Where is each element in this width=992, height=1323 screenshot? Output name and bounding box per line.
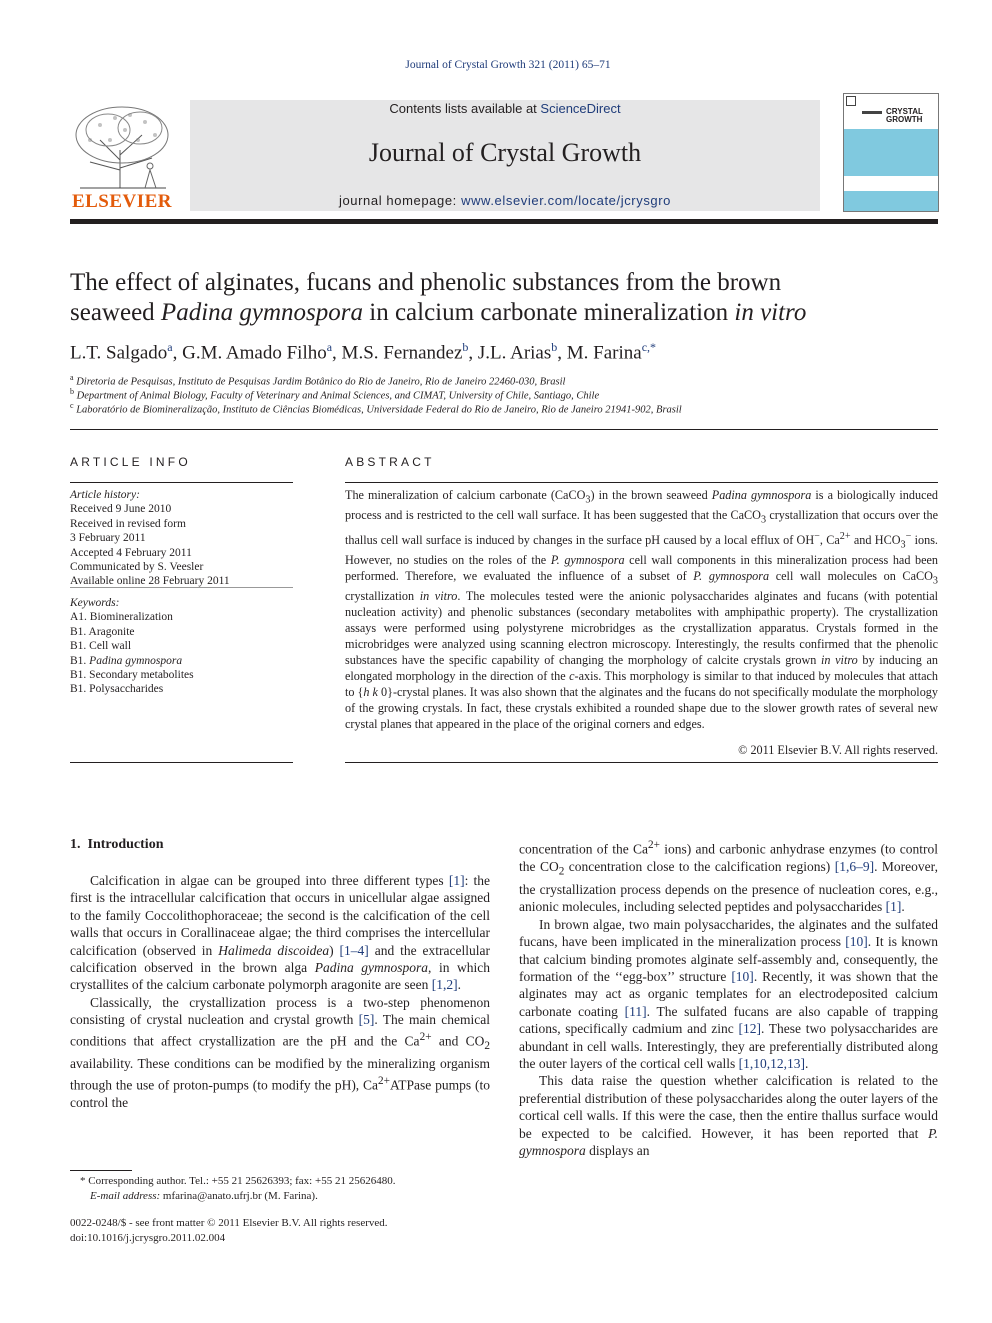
contents-line <box>190 101 820 116</box>
divider <box>70 482 293 483</box>
divider <box>70 429 938 430</box>
journal-name: Journal of Crystal Growth <box>368 138 642 167</box>
homepage-line <box>190 193 820 208</box>
cover-band-bottom <box>844 191 938 211</box>
author[interactable]: M. Farina <box>566 342 642 364</box>
paragraph: In brown algae, two main polysaccharides, the alginates and the sulfated fucans, have been implicated in the mineralization process [10]. It is known that calcium binding promotes alginate self-assembly and, consequently, the formation of the ‘‘egg-box’’ structure [10]. Recently, it was shown that the alginates may act as organic templates for an electrodeposited calcium carbonate coating [11]. The sulfated fucans are also capable of trapping cations, specifically cadmium and zinc [12]. These two polysaccharides are abundant in cell walls. Interestingly, they are preferentially distributed along the outer layers of the cortical cell walls [1,10,12,13]. <box>519 916 939 1072</box>
footnote-rule <box>70 1170 132 1171</box>
paragraph: Calcification in algae can be grouped into three different types [1]: the first is the intracellular calcification that occurs in unicellular algae assigned to the family Coccolithophoraceae; the second is the calcification of the cell walls that occurs in Corallinaceae algae; the third comprises the intercellular calcification (observed in Halimeda discoidea) [1–4] and the extracellular calcification observed in the brown alga Padina gymnospora, in which crystallites of the calcium carbonate polymorph aragonite are seen [1,2]. <box>70 873 490 993</box>
article-history: Article history: Received 9 June 2010 Received in revised form 3 February 2011 Accepted 4 February 2011 Communicated by S. Veesler Available online 28 February 2011 <box>70 489 230 588</box>
abstract-heading: ABSTRACT <box>345 455 435 469</box>
divider <box>70 587 293 588</box>
journal-cover-thumbnail <box>843 93 939 212</box>
email-link[interactable]: mfarina@anato.ufrj.br (M. Farina). <box>160 1190 318 1202</box>
abstract-text: The mineralization of calcium carbonate (CaCO$_3$) in the brown seaweed Padina gymnospora is a biologically induced process and is restricted to the cell wall surface. It has been suggested that the CaCO$_3$ crystallization that occurs over the thallus cell wall surface is induced by changes in the surface pH caused by a local efflux of OH−, $Ca^{2+}$ and $HCO_3^-$ ions. However, no studies on the roles of the P. gymnospora cell wall components in this mineralization process had been performed. Therefore, we evaluated the influence of a subset of P. gymnospora cell wall molecules on CaCO$_3$ crystallization in vitro. The molecules tested were the anionic polysaccharides alginates and fucans (with potential nucleation activity) and phenolic substances (secondary metabolites with amphipathic property). The crystallization assays were performed using polystyrene microbridges as the crystallization apparatus. Crystals formed in the microbridges were analyzed using scanning electron microscopy. Interestingly, the results confirmed that the phenolic substances have the specific capability of changing the morphology of calcite crystals grown in vitro by inducing an elongated morphology in the direction of the c-axis. This morphology is similar to that induced by molecules that attach to {h k 0}-crystal planes. It was also shown that the alginates and the fucans do not specifically modulate the morphology of the growing crystals. In fact, these crystals exhibited a rounded shape due to the slower growth rates of several new crystal planes that appeared in the place of the original corners and edges. <box>345 488 939 731</box>
cover-emblem-icon <box>846 96 856 106</box>
author[interactable]: M.S. Fernandez <box>341 342 463 364</box>
article-info-heading: ARTICLE INFO <box>70 455 191 469</box>
divider <box>345 762 938 763</box>
paragraph: Classically, the crystallization process is a two-step phenomenon consisting of crystal nucleation and crystal growth [5]. The main chemical conditions that affect crystallization are the pH and the $Ca^{2+}$ and $CO_2$ availability. These conditions can be modified by the mineralizing organism through the use of proton-pumps (to modify the pH), $Ca^{2+}ATPase$ pumps (to control the <box>70 994 491 1110</box>
divider <box>70 762 293 763</box>
cover-band <box>844 129 938 176</box>
author[interactable]: J.L. Arias <box>477 342 552 364</box>
keywords: Keywords: A1. Biomineralization B1. Aragonite B1. Cell wall B1. Padina gymnospora B1. Secondary metabolites B1. Polysaccharides <box>70 596 293 697</box>
homepage-link[interactable]: www.elsevier.com/locate/jcrysgro <box>461 193 672 208</box>
publisher-wordmark: ELSEVIER <box>71 191 173 212</box>
cover-title: CRYSTAL GROWTH <box>886 107 923 124</box>
paragraph: This data raise the question whether calcification is related to the preferential distribution of these polysaccharides along the outer layers of the cortical cell walls. If this were the case, then the entire thallus surface would be expected to be calcified. However, it has been reported that P. gymnospora displays an <box>519 1073 938 1159</box>
keyword: B1. Aragonite <box>70 625 135 638</box>
divider <box>345 482 938 483</box>
paragraph: concentration of the $Ca^{2+}$ ions) and carbonic anhydrase enzymes (to control the $CO_2$ concentration close to the calcification regions) [1,6–9]. Moreover, the crystallization process depends on the presence of nucleation cores, e.g., anionic molecules, including selected peptides and polysaccharides [1]. <box>519 839 938 915</box>
section-heading-introduction: 1. Introduction <box>70 837 164 852</box>
keyword: B1. Secondary metabolites <box>70 669 194 682</box>
front-matter: 0022-0248/$ - see front matter © 2011 Elsevier B.V. All rights reserved. doi:10.1016/j.jcrysgro.2011.02.004 <box>70 1216 490 1246</box>
author[interactable]: L.T. Salgado <box>70 342 168 364</box>
cover-small-text <box>862 111 882 114</box>
author[interactable]: G.M. Amado Filho <box>182 342 327 364</box>
body-column-left <box>70 872 490 1111</box>
article-title: The effect of alginates, fucans and phenolic substances from the brown seaweed Padina gymnospora in calcium carbonate mineralization in vitro <box>70 269 807 326</box>
keyword: B1. Padina gymnospora <box>70 654 183 667</box>
abstract-copyright: © 2011 Elsevier B.V. All rights reserved. <box>738 743 938 757</box>
keyword: B1. Polysaccharides <box>70 683 164 696</box>
doi-link[interactable]: doi:10.1016/j.jcrysgro.2011.02.004 <box>70 1232 226 1244</box>
affiliation: $^b$ Department of Animal Biology, Faculty of Veterinary and Animal Sciences, and CIMAT, University of Chile, Santiago, Chile <box>70 387 600 402</box>
affiliation: $^a$ Diretoria de Pesquisas, Instituto de Pesquisas Jardim Botânico do Rio de Janeiro, Rio de Janeiro 22460-030, Brasil <box>70 373 566 388</box>
author-list: L.T. Salgado$^a$, G.M. Amado Filho$^a$, M.S. Fernandez$^b$, J.L. Arias$^b$, M. Farina$^{c,*}$ <box>70 340 657 364</box>
header-rule <box>70 219 938 224</box>
contents-prefix: Contents lists available at <box>389 101 541 116</box>
keyword: A1. Biomineralization <box>70 611 173 624</box>
affiliation: $^c$ Laboratório de Biomineralização, Instituto de Ciências Biomédicas, Universidade Federal do Rio de Janeiro, Rio de Janeiro 21941-902, Brasil <box>70 401 682 416</box>
footnote: * Corresponding author. Tel.: +55 21 25626393; fax: +55 21 25626480. E-mail address: mfarina@anato.ufrj.br (M. Farina). <box>80 1175 396 1202</box>
body-column-right <box>519 837 938 1160</box>
journal-citation: Journal of Crystal Growth 321 (2011) 65–71 <box>405 59 611 71</box>
keyword: B1. Cell wall <box>70 640 132 653</box>
sciencedirect-link[interactable]: ScienceDirect <box>540 101 621 116</box>
homepage-prefix: journal homepage: <box>338 193 462 208</box>
